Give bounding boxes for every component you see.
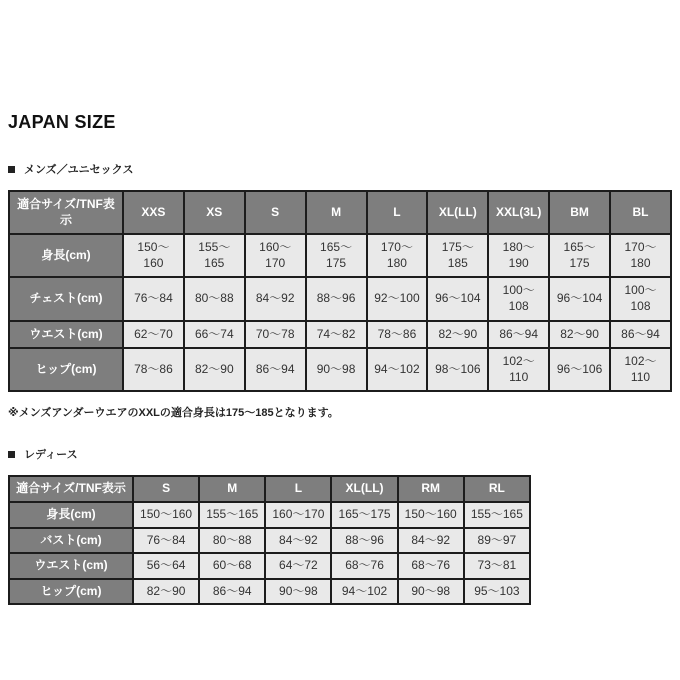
corner-header-cell: 適合サイズ/TNF表示: [9, 476, 133, 502]
size-value-cell: 96～104: [427, 277, 488, 320]
size-value-cell: 150～160: [133, 502, 199, 528]
size-value-cell: 68～76: [331, 553, 397, 579]
measurement-row: [9, 234, 671, 277]
size-value-cell: 70～78: [245, 321, 306, 349]
size-value-cell: 150～160: [123, 234, 184, 277]
measurement-row: [9, 348, 671, 391]
mens-footnote: ※メンズアンダーウエアのXXLの適合身長は175～185となります。: [8, 407, 339, 420]
row-label-cell: 身長(cm): [9, 502, 133, 528]
size-value-cell: 175～185: [427, 234, 488, 277]
row-label-cell: チェスト(cm): [9, 277, 123, 320]
size-column-header: S: [133, 476, 199, 502]
row-label-cell: バスト(cm): [9, 528, 133, 554]
size-value-cell: 84～92: [245, 277, 306, 320]
size-value-cell: 82～90: [549, 321, 610, 349]
size-value-cell: 86～94: [245, 348, 306, 391]
size-value-cell: 86～94: [199, 579, 265, 605]
size-value-cell: 155～165: [464, 502, 530, 528]
size-value-cell: 94～102: [367, 348, 428, 391]
size-value-cell: 88～96: [331, 528, 397, 554]
size-value-cell: 76～84: [123, 277, 184, 320]
size-value-cell: 95～103: [464, 579, 530, 605]
size-value-cell: 165～175: [549, 234, 610, 277]
size-value-cell: 90～98: [306, 348, 367, 391]
size-value-cell: 84～92: [398, 528, 464, 554]
size-value-cell: 165～175: [306, 234, 367, 277]
measurement-row: [9, 502, 530, 528]
size-value-cell: 78～86: [367, 321, 428, 349]
size-column-header: XXS: [123, 191, 184, 234]
size-column-header: M: [199, 476, 265, 502]
size-value-cell: 155～165: [184, 234, 245, 277]
size-value-cell: 90～98: [265, 579, 331, 605]
mens-size-table: [8, 190, 672, 392]
measurement-row: [9, 553, 530, 579]
size-value-cell: 66～74: [184, 321, 245, 349]
size-value-cell: 98～106: [427, 348, 488, 391]
size-value-cell: 102～110: [610, 348, 671, 391]
size-value-cell: 82～90: [427, 321, 488, 349]
section-ladies-label: レディース: [24, 449, 78, 462]
size-value-cell: 80～88: [199, 528, 265, 554]
size-value-cell: 74～82: [306, 321, 367, 349]
measurement-row: [9, 277, 671, 320]
size-value-cell: 56～64: [133, 553, 199, 579]
row-label-cell: ウエスト(cm): [9, 321, 123, 349]
size-value-cell: 68～76: [398, 553, 464, 579]
size-value-cell: 86～94: [488, 321, 549, 349]
size-value-cell: 165～175: [331, 502, 397, 528]
size-value-cell: 170～180: [367, 234, 428, 277]
size-value-cell: 73～81: [464, 553, 530, 579]
section-mens-label: メンズ／ユニセックス: [24, 164, 134, 176]
row-label-cell: ウエスト(cm): [9, 553, 133, 579]
size-value-cell: 100～108: [488, 277, 549, 320]
size-value-cell: 180～190: [488, 234, 549, 277]
measurement-row: [9, 528, 530, 554]
square-bullet-icon: [8, 451, 15, 458]
size-value-cell: 80～88: [184, 277, 245, 320]
section-ladies-header: [8, 446, 672, 462]
size-value-cell: 96～106: [549, 348, 610, 391]
size-value-cell: 170～180: [610, 234, 671, 277]
row-label-cell: ヒップ(cm): [9, 579, 133, 605]
measurement-row: [9, 579, 530, 605]
measurement-row: [9, 321, 671, 349]
size-column-header: RM: [398, 476, 464, 502]
size-value-cell: 94～102: [331, 579, 397, 605]
size-header-row: [9, 476, 530, 502]
row-label-cell: ヒップ(cm): [9, 348, 123, 391]
size-column-header: M: [306, 191, 367, 234]
size-value-cell: 150～160: [398, 502, 464, 528]
size-column-header: L: [367, 191, 428, 234]
size-value-cell: 160～170: [265, 502, 331, 528]
size-column-header: BM: [549, 191, 610, 234]
size-column-header: L: [265, 476, 331, 502]
size-header-row: [9, 191, 671, 234]
size-value-cell: 62～70: [123, 321, 184, 349]
row-label-cell: 身長(cm): [9, 234, 123, 277]
size-value-cell: 60～68: [199, 553, 265, 579]
square-bullet-icon: [8, 166, 15, 173]
size-column-header: XXL(3L): [488, 191, 549, 234]
size-value-cell: 100～108: [610, 277, 671, 320]
size-column-header: RL: [464, 476, 530, 502]
size-value-cell: 64～72: [265, 553, 331, 579]
size-column-header: S: [245, 191, 306, 234]
size-value-cell: 92～100: [367, 277, 428, 320]
size-value-cell: 86～94: [610, 321, 671, 349]
size-value-cell: 89～97: [464, 528, 530, 554]
size-value-cell: 76～84: [133, 528, 199, 554]
size-value-cell: 78～86: [123, 348, 184, 391]
size-column-header: BL: [610, 191, 671, 234]
size-value-cell: 102～110: [488, 348, 549, 391]
size-value-cell: 82～90: [133, 579, 199, 605]
size-value-cell: 96～104: [549, 277, 610, 320]
size-column-header: XS: [184, 191, 245, 234]
size-value-cell: 155～165: [199, 502, 265, 528]
size-value-cell: 82～90: [184, 348, 245, 391]
section-mens-header: [8, 161, 672, 177]
size-column-header: XL(LL): [427, 191, 488, 234]
size-column-header: XL(LL): [331, 476, 397, 502]
size-value-cell: 84～92: [265, 528, 331, 554]
size-value-cell: 90～98: [398, 579, 464, 605]
ladies-size-table: [8, 475, 531, 605]
size-value-cell: 160～170: [245, 234, 306, 277]
page-title: JAPAN SIZE: [8, 112, 116, 132]
corner-header-cell: 適合サイズ/TNF表示: [9, 191, 123, 234]
size-value-cell: 88～96: [306, 277, 367, 320]
